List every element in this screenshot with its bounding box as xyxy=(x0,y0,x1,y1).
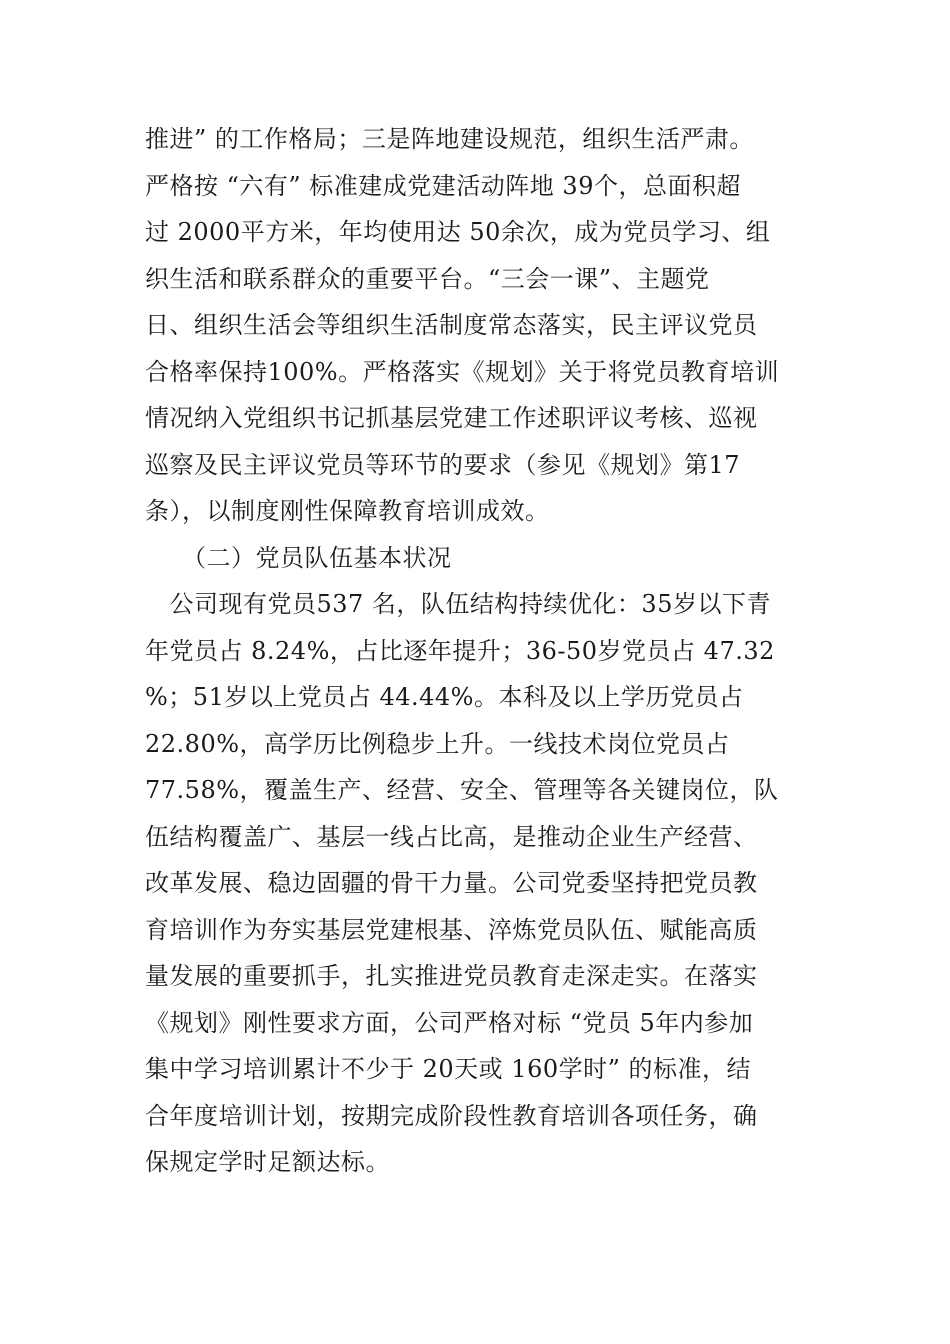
text-line: 伍结构覆盖广、基层一线占比高，是推动企业生产经营、 xyxy=(145,822,758,851)
text-line: 情况纳入党组织书记抓基层党建工作述职评议考核、巡视 xyxy=(145,404,758,432)
text-line: 集中学习培训累计不少于 20天或 160学时” 的标准，结 xyxy=(145,1055,752,1083)
text-line: %；51岁以上党员占 44.44%。本科及以上学历党员占 xyxy=(145,683,744,711)
text-line: 《规划》刚性要求方面，公司严格对标 “党员 5年内参加 xyxy=(145,1008,754,1037)
text-line: 量发展的重要抓手，扎实推进党员教育走深走实。在落实 xyxy=(145,962,758,990)
section-heading: （二）党员队伍基本状况 xyxy=(145,543,452,572)
document-body xyxy=(145,116,810,1186)
text-line: 合格率保持100%。严格落实《规划》关于将党员教育培训 xyxy=(145,357,780,386)
text-line: 过 2000平方米，年均使用达 50余次，成为党员学习、组 xyxy=(145,218,771,246)
text-line: 改革发展、稳边固疆的骨干力量。公司党委坚持把党员教 xyxy=(145,869,758,897)
text-line: 年党员占 8.24%，占比逐年提升；36-50岁党员占 47.32 xyxy=(145,636,775,665)
text-line: 巡察及民主评议党员等环节的要求（参见《规划》第17 xyxy=(145,450,741,479)
text-line: 保规定学时足额达标。 xyxy=(145,1148,390,1176)
text-line: 严格按 “六有” 标准建成党建活动阵地 39个，总面积超 xyxy=(145,171,741,200)
text-line: 推进” 的工作格局；三是阵地建设规范，组织生活严肃。 xyxy=(145,125,754,153)
text-line: 公司现有党员537 名，队伍结构持续优化：35岁以下青 xyxy=(145,590,771,618)
text-line: 条），以制度刚性保障教育培训成效。 xyxy=(145,497,550,525)
text-line: 育培训作为夯实基层党建根基、淬炼党员队伍、赋能高质 xyxy=(145,915,758,944)
text-line: 77.58%，覆盖生产、经营、安全、管理等各关键岗位，队 xyxy=(145,776,779,804)
text-line: 织生活和联系群众的重要平台。“三会一课”、主题党 xyxy=(145,264,710,293)
text-line: 日、组织生活会等组织生活制度常态落实，民主评议党员 xyxy=(145,311,758,339)
text-line: 22.80%，高学历比例稳步上升。一线技术岗位党员占 xyxy=(145,729,730,758)
text-line: 合年度培训计划，按期完成阶段性教育培训各项任务，确 xyxy=(145,1101,758,1130)
